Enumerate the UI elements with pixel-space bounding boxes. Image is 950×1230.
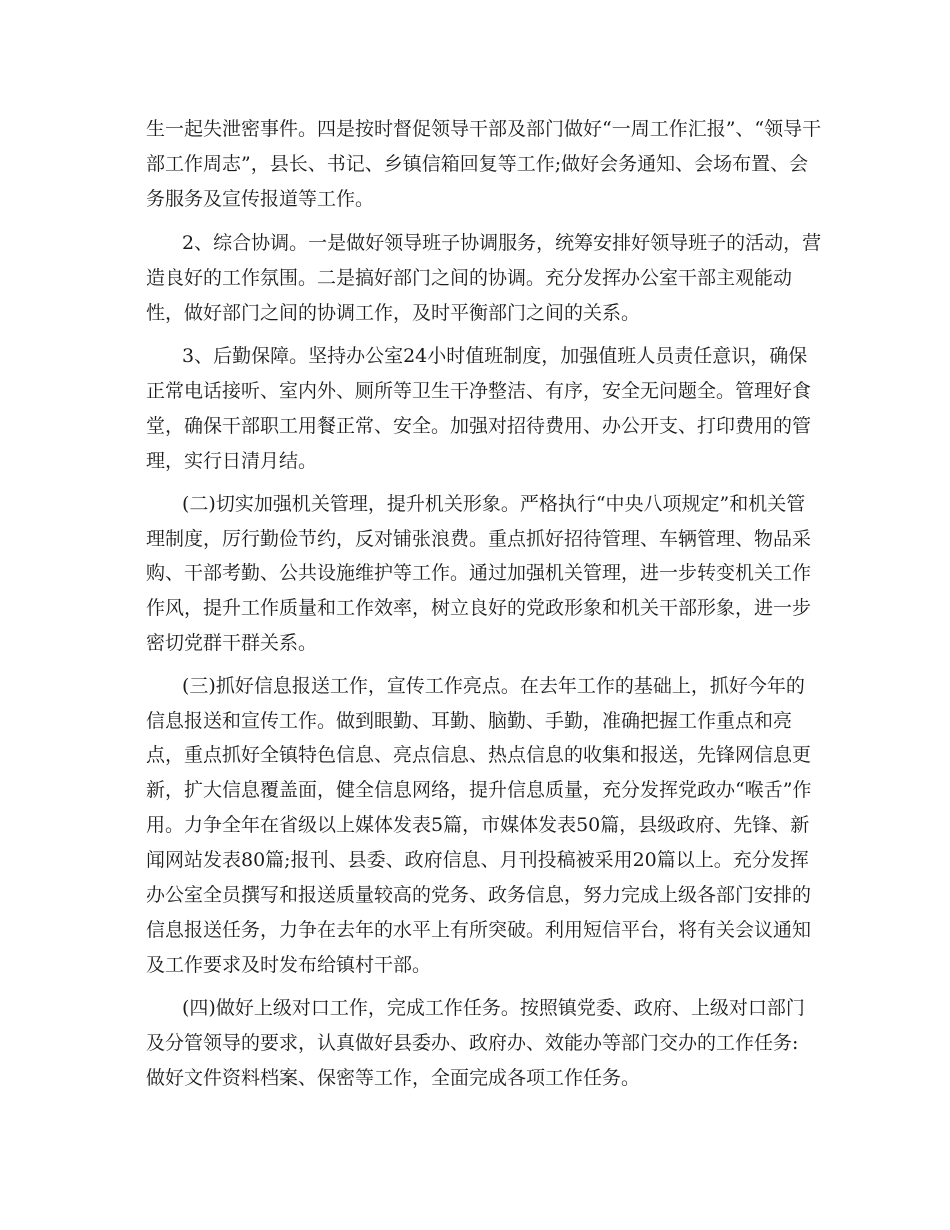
text-line: 信息报送任务，力争在去年的水平上有所突破。利用短信平台，将有关会议通知 — [146, 919, 812, 941]
text-line: 办公室全员撰写和报送质量较高的党务、政务信息，努力完成上级各部门安排的 — [146, 884, 812, 906]
paragraph-first-line: (四)做好上级对口工作，完成工作任务。按照镇党委、政府、上级对口部门 — [182, 997, 805, 1019]
text-line: 信息报送和宣传工作。做到眼勤、耳勤、脑勤、手勤，准确把握工作重点和亮 — [146, 710, 793, 732]
paragraph-first-line: (三)抓好信息报送工作，宣传工作亮点。在去年工作的基础上，抓好今年的 — [182, 675, 805, 697]
text-line: 堂，确保干部职工用餐正常、安全。加强对招待费用、办公开支、打印费用的管 — [146, 415, 812, 437]
text-line: 新，扩大信息覆盖面，健全信息网络，提升信息质量，充分发挥党政办“喉舌”作 — [146, 779, 812, 801]
text-line: 点，重点抓好全镇特色信息、亮点信息、热点信息的收集和报送，先锋网信息更 — [146, 744, 812, 766]
text-line: 用。力争全年在省级以上媒体发表5篇，市媒体发表50篇，县级政府、先锋、新 — [146, 814, 810, 836]
text-line: 务服务及宣传报道等工作。 — [146, 188, 375, 210]
text-line: 理，实行日清月结。 — [146, 450, 318, 472]
text-line: 闻网站发表80篇;报刊、县委、政府信息、月刊投稿被采用20篇以上。充分发挥 — [146, 849, 809, 871]
text-line: 购、干部考勤、公共设施维护等工作。通过加强机关管理，进一步转变机关工作 — [146, 562, 812, 584]
paragraph-first-line: 2、综合协调。一是做好领导班子协调服务，统筹安排好领导班子的活动，营 — [182, 232, 822, 254]
text-line: 生一起失泄密事件。四是按时督促领导干部及部门做好“一周工作汇报”、“领导干 — [146, 118, 822, 140]
text-line: 性，做好部门之间的协调工作，及时平衡部门之间的关系。 — [146, 302, 641, 324]
text-line: 及分管领导的要求，认真做好县委办、政府办、效能办等部门交办的工作任务: — [146, 1032, 799, 1054]
paragraph-first-line: (二)切实加强机关管理，提升机关形象。严格执行“中央八项规定”和机关管 — [182, 493, 806, 515]
text-line: 部工作周志”，县长、书记、乡镇信箱回复等工作;做好会务通知、会场布置、会 — [146, 153, 809, 175]
text-line: 理制度，厉行勤俭节约，反对铺张浪费。重点抓好招待管理、车辆管理、物品采 — [146, 528, 812, 550]
text-line: 正常电话接听、室内外、厕所等卫生干净整洁、有序，安全无问题全。管理好食 — [146, 380, 812, 402]
paragraph-first-line: 3、后勤保障。坚持办公室24小时值班制度，加强值班人员责任意识，确保 — [182, 345, 808, 367]
text-line: 作风，提升工作质量和工作效率，树立良好的党政形象和机关干部形象，进一步 — [146, 597, 812, 619]
text-line: 密切党群干群关系。 — [146, 632, 318, 654]
text-line: 造良好的工作氛围。二是搞好部门之间的协调。充分发挥办公室干部主观能动 — [146, 267, 793, 289]
text-line: 做好文件资料档案、保密等工作，全面完成各项工作任务。 — [146, 1067, 641, 1089]
text-line: 及工作要求及时发布给镇村干部。 — [146, 954, 432, 976]
